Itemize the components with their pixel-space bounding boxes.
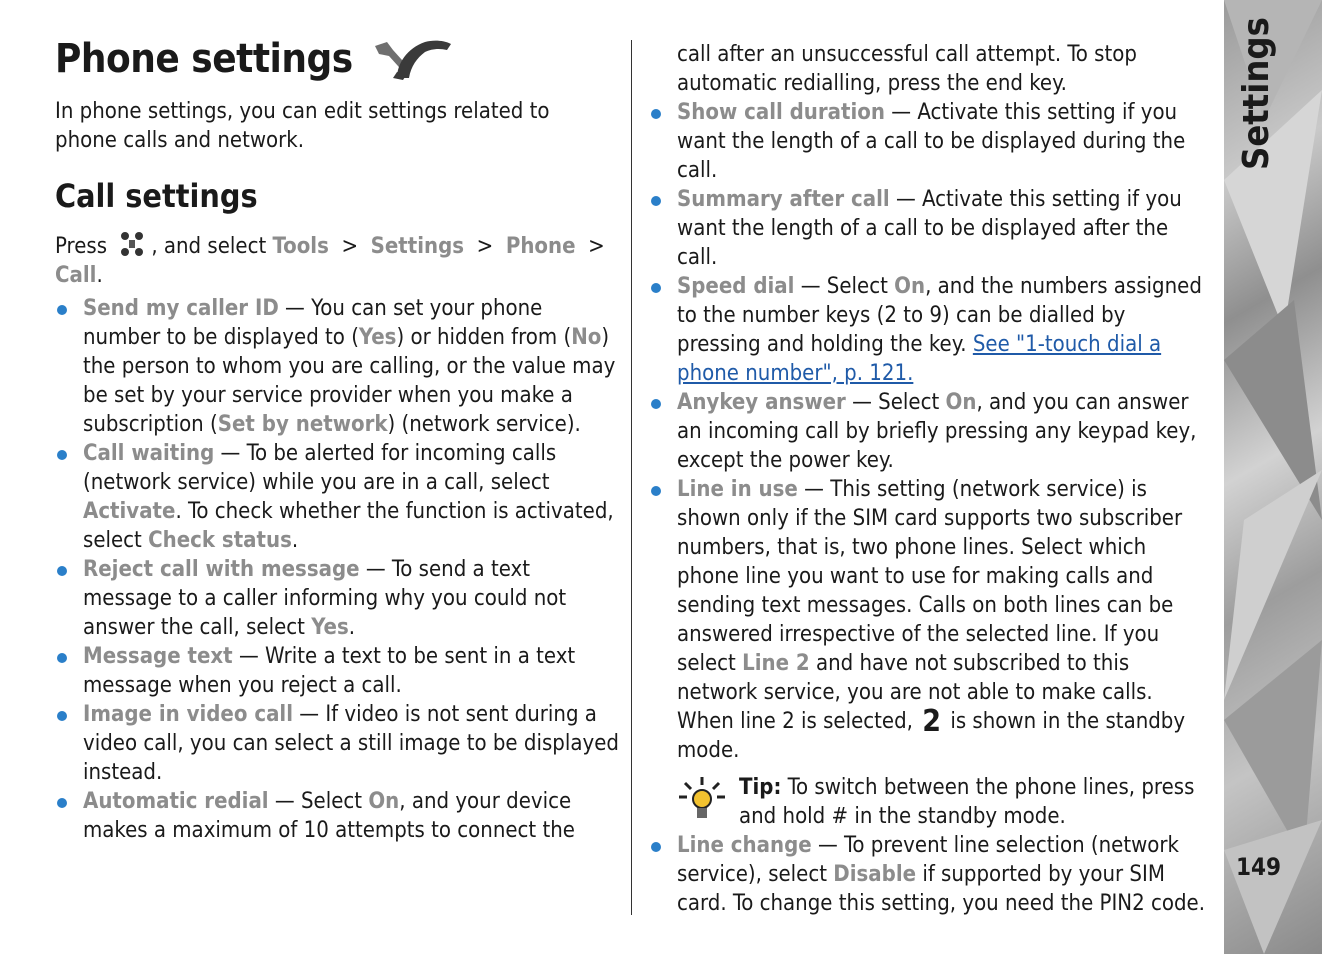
bullet-icon [57,450,67,460]
option-description: . [348,615,356,640]
option-label: Line in use [677,477,798,502]
option-item [649,98,1214,185]
path-separator: > [476,234,494,259]
option-value: Disable [833,862,917,887]
option-description: — Activate this setting if you want the length of a call to be displayed after the call. [677,187,1182,270]
option-description: — Activate this setting if you want the length of a call to be displayed during the call. [677,100,1186,183]
cross-reference-link[interactable]: See "1-touch dial a phone number", p. 121. [677,332,1162,386]
option-item [649,831,1214,918]
path-separator: > [588,234,605,259]
page-title [55,34,457,84]
option-description: — This setting (network service) is shown only if the SIM card supports two subscriber numbers, that is, two phone lines. Select which phone line you want to use for making calls and sending text messages. Calls on both lines can be answered irrespective of the selected line. If you select [677,477,1183,676]
bullet-icon [57,566,67,576]
path-phone: Phone [505,234,576,259]
option-label: Reject call with message [83,557,360,582]
option-item [55,787,620,845]
option-description: — If video is not sent during a video call, you can select a still image to be displayed instead. [83,702,619,785]
path-tools: Tools [272,234,329,259]
option-item [55,700,620,787]
option-label: Summary after call [677,187,890,212]
press-select-text: , and select [151,234,267,259]
option-item [55,555,620,642]
option-description: — Select [794,274,895,299]
option-description: , and your device makes a maximum of 10 attempts to connect the [83,789,575,843]
option-description: . To check whether the function is activated, select [83,499,614,553]
option-label: Automatic redial [83,789,269,814]
option-description: — Write a text to be sent in a text message when you reject a call. [83,644,576,698]
last-option-list [649,831,1214,918]
option-description: if supported by your SIM card. To change this setting, you need the PIN2 code. [677,862,1205,916]
option-label: Image in video call [83,702,293,727]
bullet-icon [651,486,661,496]
intro-paragraph: In phone settings, you can edit settings related to phone calls and network. [55,99,550,153]
tip-box [649,773,1214,831]
redial-continuation: call after an unsuccessful call attempt. To stop automatic redialling, press the end key. [677,42,1137,96]
press-text: Press [55,234,108,259]
option-description: and have not subscribed to this network service, you are not able to make calls. When line 2 is selected, [677,651,1153,734]
bullet-icon [651,283,661,293]
option-description: — To send a text message to a caller informing why you could not answer the call, select [83,557,567,640]
option-value: Check status [148,528,292,553]
option-description: , and you can answer an incoming call by briefly pressing any keypad key, except the power key. [677,390,1197,473]
bullet-icon [651,196,661,206]
section-title: Call settings [55,177,258,215]
side-section-label: Settings [1236,17,1277,170]
tip-text: To switch between the phone lines, press and hold # in the standby mode. [739,775,1195,829]
path-separator: > [341,234,359,259]
press-instruction: Press , and select Tools > Settings > Phone > Call. [55,227,615,290]
option-label: Call waiting [83,441,215,466]
option-value: Line 2 [742,651,810,676]
option-description: — Select [845,390,946,415]
option-value: Yes [311,615,349,640]
bullet-icon [57,653,67,663]
option-description: — To prevent line selection (network service), select [677,833,1180,887]
option-label: Show call duration [677,100,885,125]
right-column [649,40,1214,918]
option-label: Anykey answer [677,390,846,415]
option-item [649,185,1214,272]
page-number: 149 [1236,853,1282,881]
option-description: — To be alerted for incoming calls (network service) while you are in a call, select [83,441,557,495]
option-description: ) or hidden from ( [396,325,572,350]
column-divider [631,40,632,915]
line-2-indicator-icon: 2 [922,704,942,739]
path-settings: Settings [370,234,465,259]
right-option-list [649,98,1214,765]
bullet-icon [651,399,661,409]
option-item [55,294,620,439]
option-label: Speed dial [677,274,795,299]
bullet-icon [57,798,67,808]
option-description: ) (network service). [387,412,581,437]
option-description: — You can set your phone number to be displayed to ( [83,296,543,350]
option-label: Message text [83,644,233,669]
option-item [649,272,1214,388]
option-description: . [291,528,299,553]
option-item [55,439,620,555]
option-label: Send my caller ID [83,296,279,321]
bullet-icon [651,109,661,119]
lightbulb-icon [677,775,727,825]
bullet-icon [651,842,661,852]
left-option-list [55,294,620,845]
left-column [55,294,620,845]
option-value: On [894,274,926,299]
tip-label: Tip: [739,775,782,800]
option-value: Set by network [217,412,388,437]
option-value: On [368,789,400,814]
option-description: ) the person to whom you are calling, or the value may be set by your service provider when you make a subscription ( [83,325,616,437]
option-description: is shown in the standby mode. [677,709,1186,763]
page-title-text: Phone settings [55,36,353,82]
bullet-icon [57,711,67,721]
option-description: , and the numbers assigned to the number keys (2 to 9) can be dialled by pressing and holding the key. [677,274,1202,357]
option-description: — Select [268,789,369,814]
wrench-phone-icon [367,34,457,84]
option-value: Yes [358,325,397,350]
path-call: Call [55,263,97,288]
option-value: On [945,390,977,415]
menu-key-icon [117,227,147,261]
option-item [649,388,1214,475]
option-value: Activate [83,499,176,524]
option-value: No [571,325,602,350]
option-item [649,475,1214,765]
option-label: Line change [677,833,812,858]
bullet-icon [57,305,67,315]
option-item [55,642,620,700]
